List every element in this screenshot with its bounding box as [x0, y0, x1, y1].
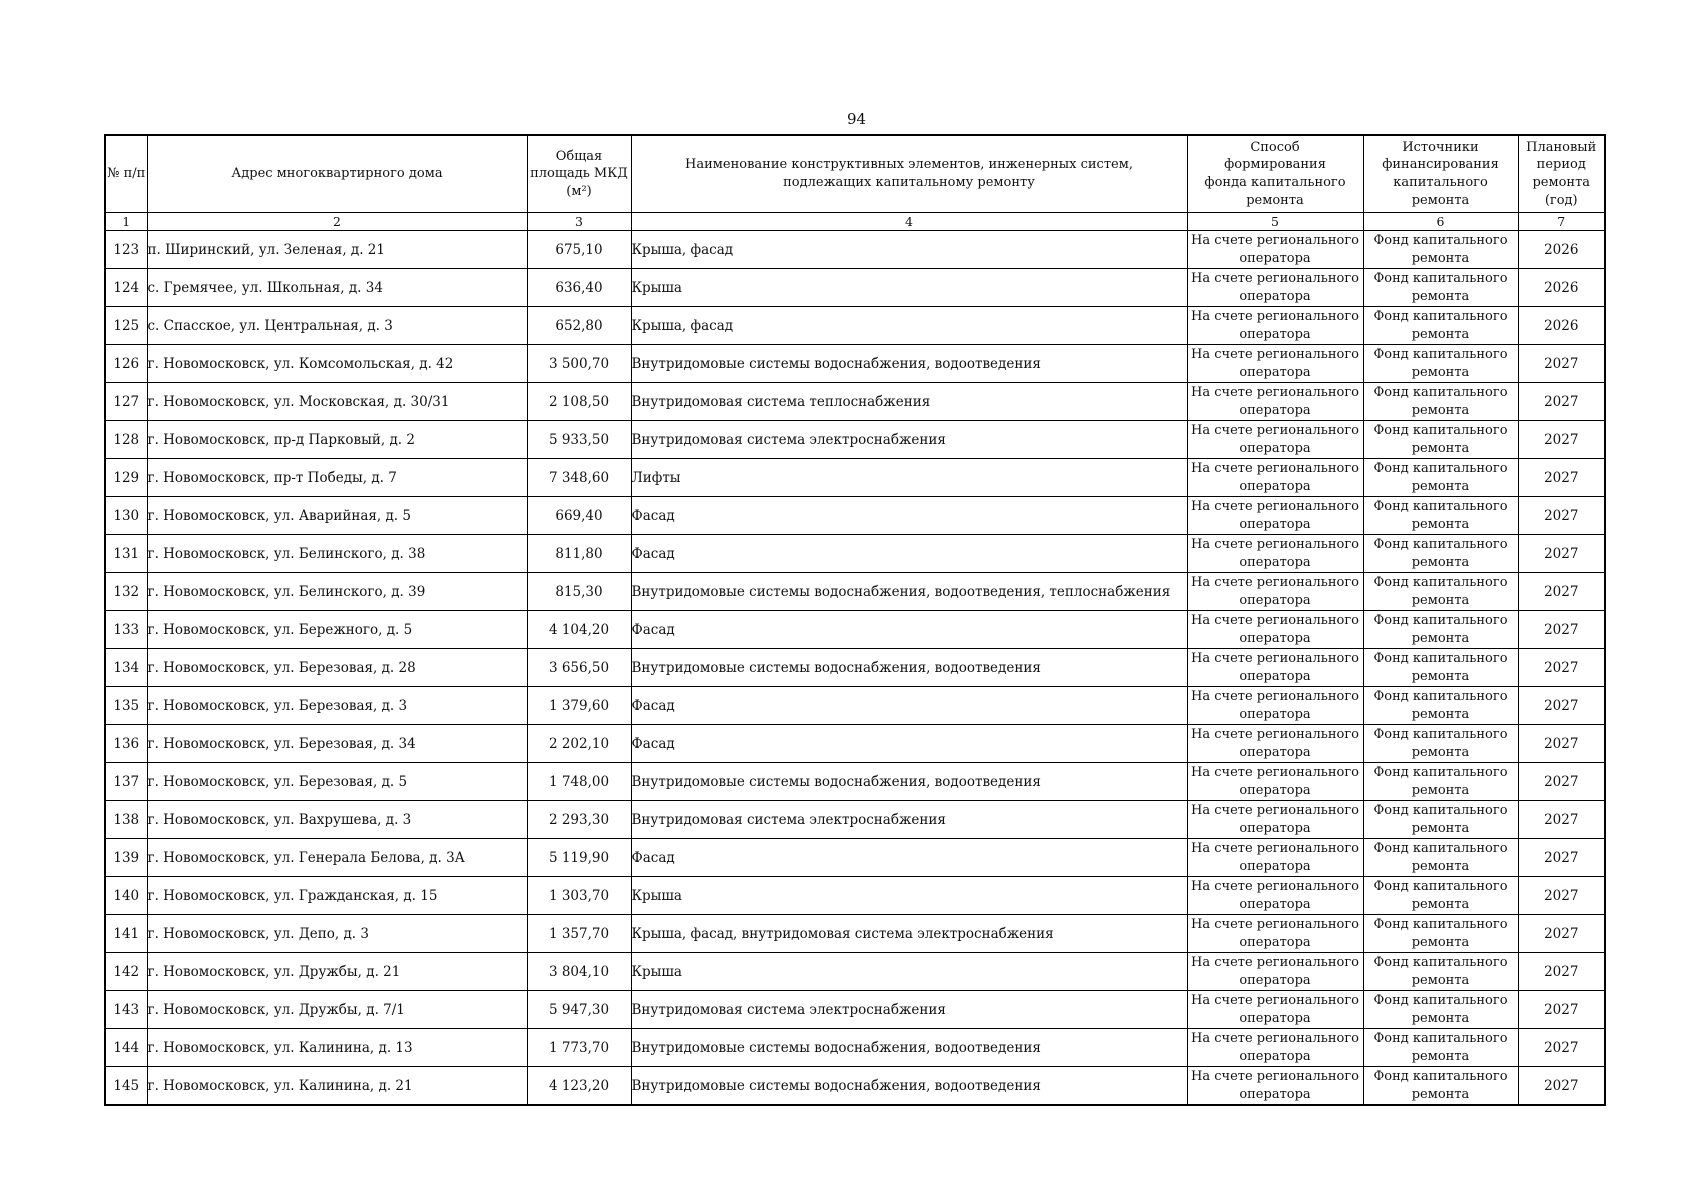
- fund-method-cell-line: На счете регионального: [1190, 422, 1359, 438]
- fund-method-cell-line: оператора: [1239, 402, 1311, 418]
- address-cell: г. Новомосковск, пр-т Победы, д. 7: [147, 459, 527, 497]
- area-cell: 2 293,30: [527, 801, 631, 839]
- period-cell: 2027: [1518, 497, 1605, 535]
- source-cell: [1363, 269, 1518, 307]
- source-cell-line: Фонд капитального: [1373, 460, 1508, 476]
- address-cell: г. Новомосковск, пр-д Парковый, д. 2: [147, 421, 527, 459]
- source-cell: [1363, 307, 1518, 345]
- period-cell: 2027: [1518, 459, 1605, 497]
- source-cell-line: Фонд капитального: [1373, 574, 1508, 590]
- elements-cell: Фасад: [631, 839, 1187, 877]
- elements-cell: Фасад: [631, 535, 1187, 573]
- fund-method-cell: [1187, 421, 1363, 459]
- source-cell-line: Фонд капитального: [1373, 954, 1508, 970]
- header-elements: Наименование конструктивных элементов, инженерных систем, подлежащих капитальному ремонту: [631, 135, 1187, 213]
- row-number: 136: [105, 725, 147, 763]
- row-number: 129: [105, 459, 147, 497]
- fund-method-cell: [1187, 383, 1363, 421]
- source-cell: [1363, 839, 1518, 877]
- period-cell: 2027: [1518, 687, 1605, 725]
- area-cell: 1 357,70: [527, 915, 631, 953]
- source-cell-line: Фонд капитального: [1373, 536, 1508, 552]
- source-cell-line: Фонд капитального: [1373, 422, 1508, 438]
- area-cell: 5 947,30: [527, 991, 631, 1029]
- elements-cell: Внутридомовая система электроснабжения: [631, 421, 1187, 459]
- table-row: [105, 307, 1605, 345]
- fund-method-cell-line: оператора: [1239, 326, 1311, 342]
- source-cell-line: ремонта: [1411, 1010, 1470, 1026]
- fund-method-cell-line: На счете регионального: [1190, 346, 1359, 362]
- source-cell-line: ремонта: [1411, 478, 1470, 494]
- source-cell-line: Фонд капитального: [1373, 384, 1508, 400]
- period-cell: 2027: [1518, 649, 1605, 687]
- source-cell-line: ремонта: [1411, 554, 1470, 570]
- fund-method-cell-line: На счете регионального: [1190, 878, 1359, 894]
- source-cell-line: ремонта: [1411, 1086, 1470, 1102]
- source-cell-line: ремонта: [1411, 364, 1470, 380]
- address-cell: г. Новомосковск, ул. Калинина, д. 13: [147, 1029, 527, 1067]
- source-cell-line: Фонд капитального: [1373, 232, 1508, 248]
- row-number: 130: [105, 497, 147, 535]
- source-cell: [1363, 573, 1518, 611]
- table-row: [105, 231, 1605, 269]
- elements-cell: Крыша, фасад, внутридомовая система электроснабжения: [631, 915, 1187, 953]
- table-row: [105, 687, 1605, 725]
- row-number: 138: [105, 801, 147, 839]
- fund-method-cell-line: На счете регионального: [1190, 764, 1359, 780]
- area-cell: 3 804,10: [527, 953, 631, 991]
- area-cell: 3 500,70: [527, 345, 631, 383]
- fund-method-cell-line: оператора: [1239, 250, 1311, 266]
- fund-method-cell-line: оператора: [1239, 364, 1311, 380]
- area-cell: 2 202,10: [527, 725, 631, 763]
- elements-cell: Внутридомовые системы водоснабжения, водоотведения: [631, 1067, 1187, 1106]
- fund-method-cell-line: оператора: [1239, 592, 1311, 608]
- fund-method-cell-line: оператора: [1239, 668, 1311, 684]
- source-cell-line: Фонд капитального: [1373, 992, 1508, 1008]
- area-cell: 636,40: [527, 269, 631, 307]
- header-area: [527, 135, 631, 213]
- source-cell: [1363, 1067, 1518, 1106]
- fund-method-cell-line: На счете регионального: [1190, 232, 1359, 248]
- fund-method-cell: [1187, 763, 1363, 801]
- source-cell-line: ремонта: [1411, 326, 1470, 342]
- area-cell: 5 119,90: [527, 839, 631, 877]
- fund-method-cell: [1187, 991, 1363, 1029]
- fund-method-cell-line: На счете регионального: [1190, 1068, 1359, 1084]
- row-number: 139: [105, 839, 147, 877]
- period-cell: 2027: [1518, 611, 1605, 649]
- fund-method-cell-line: оператора: [1239, 554, 1311, 570]
- area-cell: 675,10: [527, 231, 631, 269]
- period-cell: 2026: [1518, 269, 1605, 307]
- period-cell: 2026: [1518, 231, 1605, 269]
- fund-method-cell-line: На счете регионального: [1190, 992, 1359, 1008]
- source-cell-line: ремонта: [1411, 592, 1470, 608]
- source-cell-line: ремонта: [1411, 440, 1470, 456]
- fund-method-cell-line: На счете регионального: [1190, 916, 1359, 932]
- table-row: [105, 611, 1605, 649]
- table-row: [105, 1067, 1605, 1106]
- fund-method-cell-line: На счете регионального: [1190, 384, 1359, 400]
- address-cell: с. Спасское, ул. Центральная, д. 3: [147, 307, 527, 345]
- fund-method-cell-line: оператора: [1239, 820, 1311, 836]
- row-number: 133: [105, 611, 147, 649]
- elements-cell: Внутридомовая система электроснабжения: [631, 991, 1187, 1029]
- source-cell-line: ремонта: [1411, 858, 1470, 874]
- column-numbering-row: [105, 213, 1605, 231]
- column-number: 4: [631, 213, 1187, 231]
- area-cell: 811,80: [527, 535, 631, 573]
- fund-method-cell-line: На счете регионального: [1190, 308, 1359, 324]
- period-cell: 2027: [1518, 345, 1605, 383]
- row-number: 125: [105, 307, 147, 345]
- table-row: [105, 801, 1605, 839]
- address-cell: г. Новомосковск, ул. Дружбы, д. 7/1: [147, 991, 527, 1029]
- fund-method-cell-line: оператора: [1239, 972, 1311, 988]
- address-cell: г. Новомосковск, ул. Белинского, д. 39: [147, 573, 527, 611]
- fund-method-cell: [1187, 231, 1363, 269]
- column-number: 6: [1363, 213, 1518, 231]
- header-fund-method: Способ формирования фонда капитального ремонта: [1187, 135, 1363, 213]
- address-cell: г. Новомосковск, ул. Комсомольская, д. 42: [147, 345, 527, 383]
- address-cell: г. Новомосковск, ул. Березовая, д. 5: [147, 763, 527, 801]
- fund-method-cell: [1187, 459, 1363, 497]
- address-cell: г. Новомосковск, ул. Березовая, д. 3: [147, 687, 527, 725]
- fund-method-cell: [1187, 269, 1363, 307]
- row-number: 127: [105, 383, 147, 421]
- fund-method-cell-line: оператора: [1239, 858, 1311, 874]
- fund-method-cell: [1187, 725, 1363, 763]
- fund-method-cell-line: оператора: [1239, 1048, 1311, 1064]
- source-cell: [1363, 459, 1518, 497]
- table-row: [105, 839, 1605, 877]
- address-cell: г. Новомосковск, ул. Березовая, д. 28: [147, 649, 527, 687]
- source-cell-line: ремонта: [1411, 668, 1470, 684]
- address-cell: с. Гремячее, ул. Школьная, д. 34: [147, 269, 527, 307]
- period-cell: 2027: [1518, 763, 1605, 801]
- source-cell: [1363, 915, 1518, 953]
- area-cell: 1 748,00: [527, 763, 631, 801]
- table-row: [105, 535, 1605, 573]
- fund-method-cell: [1187, 573, 1363, 611]
- table-row: [105, 649, 1605, 687]
- row-number: 145: [105, 1067, 147, 1106]
- source-cell-line: ремонта: [1411, 820, 1470, 836]
- address-cell: г. Новомосковск, ул. Гражданская, д. 15: [147, 877, 527, 915]
- fund-method-cell: [1187, 953, 1363, 991]
- table-header: [105, 135, 1605, 231]
- period-cell: 2027: [1518, 801, 1605, 839]
- source-cell-line: ремонта: [1411, 896, 1470, 912]
- fund-method-cell: [1187, 345, 1363, 383]
- source-cell: [1363, 345, 1518, 383]
- fund-method-cell: [1187, 649, 1363, 687]
- elements-cell: Внутридомовые системы водоснабжения, водоотведения: [631, 345, 1187, 383]
- table-row: [105, 1029, 1605, 1067]
- header-num: № п/п: [105, 135, 147, 213]
- column-number: 3: [527, 213, 631, 231]
- elements-cell: Внутридомовая система теплоснабжения: [631, 383, 1187, 421]
- fund-method-cell: [1187, 801, 1363, 839]
- table-row: [105, 459, 1605, 497]
- address-cell: п. Ширинский, ул. Зеленая, д. 21: [147, 231, 527, 269]
- table-row: [105, 763, 1605, 801]
- source-cell: [1363, 877, 1518, 915]
- column-number: 7: [1518, 213, 1605, 231]
- table-body: [105, 231, 1605, 1106]
- elements-cell: Крыша: [631, 269, 1187, 307]
- row-number: 142: [105, 953, 147, 991]
- table-row: [105, 345, 1605, 383]
- address-cell: г. Новомосковск, ул. Березовая, д. 34: [147, 725, 527, 763]
- fund-method-cell-line: На счете регионального: [1190, 688, 1359, 704]
- table-row: [105, 991, 1605, 1029]
- fund-method-cell: [1187, 535, 1363, 573]
- row-number: 124: [105, 269, 147, 307]
- source-cell: [1363, 687, 1518, 725]
- fund-method-cell-line: оператора: [1239, 288, 1311, 304]
- source-cell: [1363, 763, 1518, 801]
- period-cell: 2027: [1518, 421, 1605, 459]
- fund-method-cell-line: На счете регионального: [1190, 460, 1359, 476]
- elements-cell: Внутридомовая система электроснабжения: [631, 801, 1187, 839]
- table-row: [105, 269, 1605, 307]
- source-cell-line: ремонта: [1411, 706, 1470, 722]
- elements-cell: Крыша: [631, 877, 1187, 915]
- source-cell-line: Фонд капитального: [1373, 1030, 1508, 1046]
- fund-method-cell: [1187, 877, 1363, 915]
- source-cell-line: Фонд капитального: [1373, 802, 1508, 818]
- period-cell: 2027: [1518, 383, 1605, 421]
- source-cell-line: ремонта: [1411, 250, 1470, 266]
- header-period: Плановый период ремонта (год): [1518, 135, 1605, 213]
- address-cell: г. Новомосковск, ул. Белинского, д. 38: [147, 535, 527, 573]
- address-cell: г. Новомосковск, ул. Депо, д. 3: [147, 915, 527, 953]
- fund-method-cell-line: На счете регионального: [1190, 498, 1359, 514]
- source-cell: [1363, 953, 1518, 991]
- row-number: 140: [105, 877, 147, 915]
- fund-method-cell-line: оператора: [1239, 706, 1311, 722]
- address-cell: г. Новомосковск, ул. Бережного, д. 5: [147, 611, 527, 649]
- source-cell-line: ремонта: [1411, 288, 1470, 304]
- elements-cell: Фасад: [631, 687, 1187, 725]
- address-cell: г. Новомосковск, ул. Дружбы, д. 21: [147, 953, 527, 991]
- source-cell-line: Фонд капитального: [1373, 726, 1508, 742]
- source-cell-line: Фонд капитального: [1373, 840, 1508, 856]
- source-cell-line: Фонд капитального: [1373, 270, 1508, 286]
- area-cell: 1 303,70: [527, 877, 631, 915]
- period-cell: 2027: [1518, 991, 1605, 1029]
- period-cell: 2027: [1518, 839, 1605, 877]
- source-cell-line: Фонд капитального: [1373, 1068, 1508, 1084]
- fund-method-cell-line: На счете регионального: [1190, 802, 1359, 818]
- fund-method-cell: [1187, 611, 1363, 649]
- fund-method-cell: [1187, 1029, 1363, 1067]
- fund-method-cell-line: На счете регионального: [1190, 1030, 1359, 1046]
- elements-cell: Крыша, фасад: [631, 231, 1187, 269]
- row-number: 135: [105, 687, 147, 725]
- area-cell: 4 104,20: [527, 611, 631, 649]
- table-row: [105, 953, 1605, 991]
- source-cell-line: Фонд капитального: [1373, 878, 1508, 894]
- source-cell: [1363, 611, 1518, 649]
- row-number: 143: [105, 991, 147, 1029]
- row-number: 128: [105, 421, 147, 459]
- source-cell-line: Фонд капитального: [1373, 916, 1508, 932]
- column-number: 5: [1187, 213, 1363, 231]
- source-cell-line: ремонта: [1411, 744, 1470, 760]
- source-cell: [1363, 801, 1518, 839]
- table-row: [105, 725, 1605, 763]
- row-number: 126: [105, 345, 147, 383]
- source-cell: [1363, 421, 1518, 459]
- repair-register-table: [104, 134, 1606, 1106]
- source-cell: [1363, 383, 1518, 421]
- fund-method-cell-line: На счете регионального: [1190, 954, 1359, 970]
- table-row: [105, 573, 1605, 611]
- fund-method-cell: [1187, 1067, 1363, 1106]
- period-cell: 2027: [1518, 1029, 1605, 1067]
- row-number: 132: [105, 573, 147, 611]
- area-cell: 1 773,70: [527, 1029, 631, 1067]
- period-cell: 2027: [1518, 877, 1605, 915]
- fund-method-cell-line: На счете регионального: [1190, 726, 1359, 742]
- source-cell-line: Фонд капитального: [1373, 346, 1508, 362]
- fund-method-cell-line: оператора: [1239, 1086, 1311, 1102]
- source-cell-line: ремонта: [1411, 782, 1470, 798]
- elements-cell: Лифты: [631, 459, 1187, 497]
- column-number: 2: [147, 213, 527, 231]
- source-cell-line: ремонта: [1411, 972, 1470, 988]
- area-cell: 5 933,50: [527, 421, 631, 459]
- fund-method-cell-line: На счете регионального: [1190, 574, 1359, 590]
- header-area-line3: (м²): [566, 183, 592, 199]
- source-cell-line: ремонта: [1411, 934, 1470, 950]
- period-cell: 2027: [1518, 725, 1605, 763]
- source-cell-line: ремонта: [1411, 402, 1470, 418]
- elements-cell: Фасад: [631, 725, 1187, 763]
- source-cell-line: Фонд капитального: [1373, 498, 1508, 514]
- fund-method-cell-line: оператора: [1239, 1010, 1311, 1026]
- elements-cell: Внутридомовые системы водоснабжения, водоотведения, теплоснабжения: [631, 573, 1187, 611]
- table-row: [105, 915, 1605, 953]
- address-cell: г. Новомосковск, ул. Вахрушева, д. 3: [147, 801, 527, 839]
- header-sources: Источники финансирования капитального ремонта: [1363, 135, 1518, 213]
- fund-method-cell-line: оператора: [1239, 630, 1311, 646]
- source-cell: [1363, 991, 1518, 1029]
- row-number: 134: [105, 649, 147, 687]
- table-row: [105, 383, 1605, 421]
- elements-cell: Крыша, фасад: [631, 307, 1187, 345]
- table-row: [105, 421, 1605, 459]
- fund-method-cell-line: оператора: [1239, 440, 1311, 456]
- source-cell-line: Фонд капитального: [1373, 650, 1508, 666]
- area-cell: 4 123,20: [527, 1067, 631, 1106]
- table-row: [105, 877, 1605, 915]
- source-cell: [1363, 535, 1518, 573]
- table-row: [105, 497, 1605, 535]
- fund-method-cell-line: На счете регионального: [1190, 650, 1359, 666]
- source-cell: [1363, 649, 1518, 687]
- area-cell: 3 656,50: [527, 649, 631, 687]
- source-cell-line: Фонд капитального: [1373, 688, 1508, 704]
- fund-method-cell-line: оператора: [1239, 896, 1311, 912]
- source-cell-line: Фонд капитального: [1373, 308, 1508, 324]
- elements-cell: Крыша: [631, 953, 1187, 991]
- fund-method-cell: [1187, 497, 1363, 535]
- period-cell: 2027: [1518, 573, 1605, 611]
- elements-cell: Внутридомовые системы водоснабжения, водоотведения: [631, 1029, 1187, 1067]
- address-cell: г. Новомосковск, ул. Генерала Белова, д. 3А: [147, 839, 527, 877]
- source-cell: [1363, 1029, 1518, 1067]
- fund-method-cell: [1187, 307, 1363, 345]
- column-number: 1: [105, 213, 147, 231]
- elements-cell: Фасад: [631, 497, 1187, 535]
- fund-method-cell-line: оператора: [1239, 934, 1311, 950]
- source-cell-line: ремонта: [1411, 1048, 1470, 1064]
- header-area-line1: Общая: [555, 148, 603, 164]
- source-cell-line: Фонд капитального: [1373, 612, 1508, 628]
- area-cell: 7 348,60: [527, 459, 631, 497]
- fund-method-cell-line: На счете регионального: [1190, 270, 1359, 286]
- source-cell-line: ремонта: [1411, 516, 1470, 532]
- fund-method-cell-line: оператора: [1239, 782, 1311, 798]
- period-cell: 2026: [1518, 307, 1605, 345]
- source-cell-line: Фонд капитального: [1373, 764, 1508, 780]
- address-cell: г. Новомосковск, ул. Московская, д. 30/31: [147, 383, 527, 421]
- address-cell: г. Новомосковск, ул. Аварийная, д. 5: [147, 497, 527, 535]
- row-number: 123: [105, 231, 147, 269]
- area-cell: 669,40: [527, 497, 631, 535]
- elements-cell: Внутридомовые системы водоснабжения, водоотведения: [631, 649, 1187, 687]
- row-number: 141: [105, 915, 147, 953]
- address-cell: г. Новомосковск, ул. Калинина, д. 21: [147, 1067, 527, 1106]
- fund-method-cell: [1187, 839, 1363, 877]
- header-area-line2: площадь МКД: [530, 166, 628, 182]
- source-cell: [1363, 725, 1518, 763]
- area-cell: 1 379,60: [527, 687, 631, 725]
- period-cell: 2027: [1518, 953, 1605, 991]
- source-cell: [1363, 231, 1518, 269]
- fund-method-cell-line: На счете регионального: [1190, 536, 1359, 552]
- fund-method-cell: [1187, 687, 1363, 725]
- fund-method-cell-line: оператора: [1239, 516, 1311, 532]
- elements-cell: Фасад: [631, 611, 1187, 649]
- row-number: 137: [105, 763, 147, 801]
- fund-method-cell-line: оператора: [1239, 744, 1311, 760]
- area-cell: 652,80: [527, 307, 631, 345]
- fund-method-cell: [1187, 915, 1363, 953]
- fund-method-cell-line: оператора: [1239, 478, 1311, 494]
- source-cell: [1363, 497, 1518, 535]
- source-cell-line: ремонта: [1411, 630, 1470, 646]
- period-cell: 2027: [1518, 1067, 1605, 1106]
- fund-method-cell-line: На счете регионального: [1190, 612, 1359, 628]
- period-cell: 2027: [1518, 535, 1605, 573]
- period-cell: 2027: [1518, 915, 1605, 953]
- area-cell: 815,30: [527, 573, 631, 611]
- row-number: 144: [105, 1029, 147, 1067]
- fund-method-cell-line: На счете регионального: [1190, 840, 1359, 856]
- row-number: 131: [105, 535, 147, 573]
- area-cell: 2 108,50: [527, 383, 631, 421]
- elements-cell: Внутридомовые системы водоснабжения, водоотведения: [631, 763, 1187, 801]
- header-address: Адрес многоквартирного дома: [147, 135, 527, 213]
- page-number: 94: [846, 110, 867, 128]
